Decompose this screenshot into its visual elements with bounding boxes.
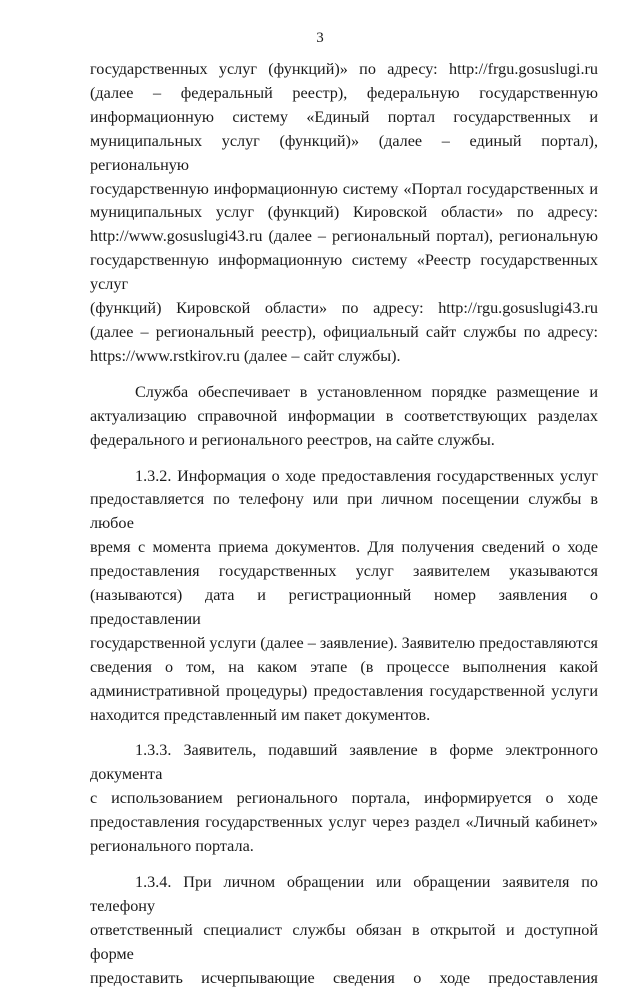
text-line: 1.3.2. Информация о ходе предоставления государственных услуг [135, 466, 598, 485]
text-line: государственную информационную систему «Портал государственных и [90, 179, 598, 198]
text-line: административной процедуры) предоставления государственной услуги [90, 681, 598, 700]
paragraph [90, 739, 598, 859]
text-line: https://www.rstkirov.ru (далее – сайт службы). [90, 346, 401, 365]
text-line: Служба обеспечивает в установленном порядке размещение и [135, 382, 598, 401]
paragraph [90, 58, 598, 369]
text-line: с использованием регионального портала, информируется о ходе [90, 789, 598, 808]
text-line: (далее – региональный реестр), официальный сайт службы по адресу: [90, 322, 598, 341]
text-line: предоставления государственных услуг заявителем указываются [90, 562, 598, 581]
text-line: время с момента приема документов. Для получения сведений о ходе [90, 538, 598, 557]
text-line: сведения о том, на каком этапе (в процессе выполнения какой [90, 657, 598, 676]
document-body [90, 58, 598, 991]
text-line: предоставления государственных услуг через раздел «Личный кабинет» [90, 813, 598, 832]
text-line: регионального портала. [90, 837, 254, 856]
text-line: (функций) Кировской области» по адресу: http://rgu.gosuslugi43.ru [90, 299, 598, 318]
text-line: муниципальных услуг (функций)» (далее – единый портал), региональную [90, 131, 598, 174]
text-line: муниципальных услуг (функций) Кировской области» по адресу: [90, 203, 598, 222]
text-line: (называются) дата и регистрационный номер заявления о предоставлении [90, 586, 598, 628]
text-line: актуализацию справочной информации в соответствующих разделах [90, 406, 598, 425]
paragraph-gap [90, 727, 598, 739]
text-line: находится представленный им пакет документов. [90, 705, 431, 724]
text-line: предоставить исчерпывающие сведения о ходе предоставления [90, 968, 598, 987]
text-line: предоставляется по телефону или при личном посещении службы в любое [90, 490, 598, 533]
text-line: http://www.gosuslugi43.ru (далее – региональный портал), региональную [90, 227, 598, 246]
text-line: 1.3.3. Заявитель, подавший заявление в форме электронного документа [90, 741, 598, 784]
text-line: государственной услуги (далее – заявление). Заявителю предоставляются [90, 633, 598, 652]
paragraph-gap [90, 453, 598, 465]
paragraph-gap [90, 369, 598, 381]
text-line: 1.3.4. При личном обращении или обращении заявителя по телефону [90, 873, 598, 915]
text-line: (далее – федеральный реестр), федеральную государственную [90, 83, 598, 102]
paragraph [90, 871, 598, 991]
paragraph [90, 465, 598, 728]
text-line: информационную систему «Единый портал государственных и [90, 107, 598, 126]
text-line: федерального и регионального реестров, на сайте службы. [90, 430, 495, 449]
page-number: 3 [316, 30, 324, 46]
paragraph [90, 381, 598, 453]
text-line: ответственный специалист службы обязан в открытой и доступной форме [90, 920, 598, 963]
paragraph-gap [90, 859, 598, 871]
text-line: государственную информационную систему «Реестр государственных услуг [90, 251, 598, 294]
text-line: государственных услуг (функций)» по адресу: http://frgu.gosuslugi.ru [90, 60, 598, 78]
